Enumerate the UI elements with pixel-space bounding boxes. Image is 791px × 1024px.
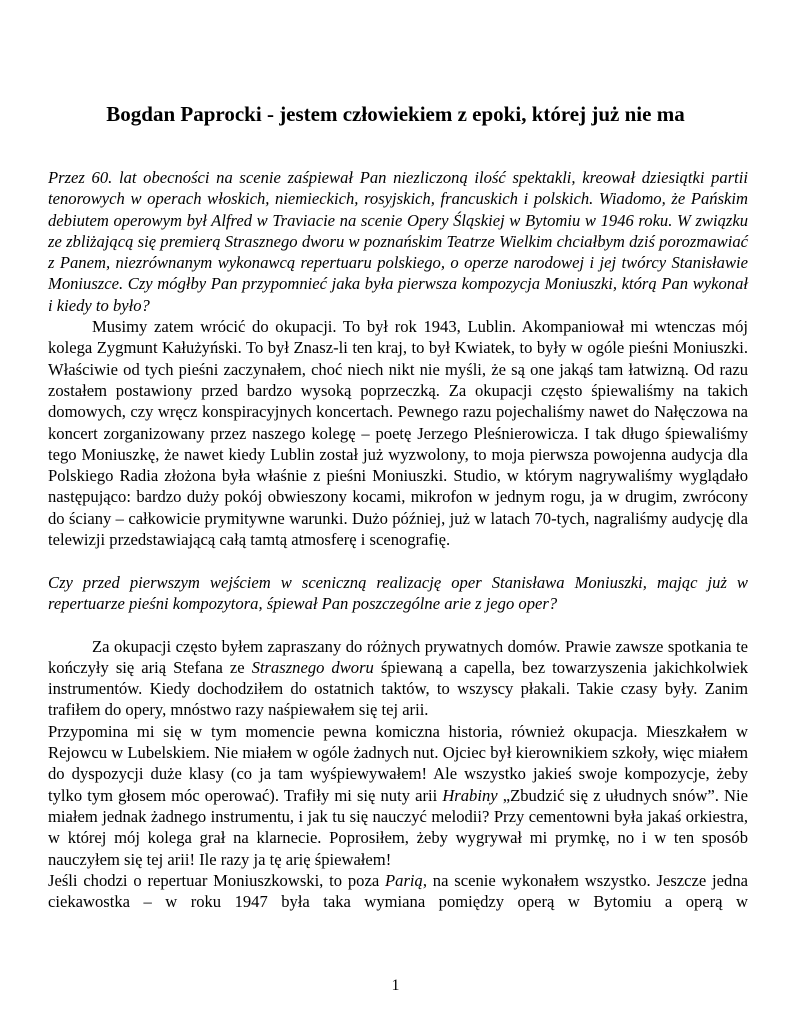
- answer-4-text-b: , na scenie wykonałem wszystko. Jeszcze jedna ciekawostka – w roku 1947 była taka wymiana pomiędzy operą w Bytomiu a operą w: [48, 870, 748, 912]
- interview-answer-1: Musimy zatem wrócić do okupacji. To był rok 1943, Lublin. Akompaniował mi wtenczas mój kolega Zygmunt Kałużyński. To był Znasz-li ten kraj, to był Kwiatek, to były w ogóle pieśni Moniuszki. Właściwie od tych pieśni zaczynałem, choć niech nikt nie myśli, że są one jakąś tam łatwizną. Od razu zostałem postawiony przed bardzo wysoką poprzeczką. Za okupacji często śpiewaliśmy na takich domowych, czy wręcz konspiracyjnych koncertach. Pewnego razu pojechaliśmy nawet do Nałęczowa na koncert zorganizowany przez naszego kolegę – poetę Jerzego Pleśnierowicza. I tak długo śpiewaliśmy tego Moniuszkę, że nawet kiedy Lublin został już wyzwolony, to moja pierwsza powojenna audycja dla Polskiego Radia złożona była właśnie z pieśni Moniuszki. Studio, w którym nagrywaliśmy wyglądało następująco: bardzo duży pokój obwieszony kocami, mikrofon w jednym rogu, ja w drugim, zwrócony do ściany – całkowicie prymitywne warunki. Dużo później, już w latach 70-tych, nagraliśmy audycję dla telewizji przedstawiającą całą tamtą atmosferę i scenografię.: [48, 317, 748, 550]
- answer-2-text-a: Za okupacji często byłem zapraszany do różnych prywatnych domów. Prawie zawsze spotkania te kończyły się arią Stefana ze: [48, 636, 748, 677]
- answer-2-text-b: śpiewaną a capella, bez towarzyszenia jakichkolwiek instrumentów. Kiedy dochodziłem do ostatnich taktów, to wszyscy płakali. Takie czasy były. Zanim trafiłem do opery, mnóstwo razy naśpiewałem się tej arii.: [48, 657, 748, 720]
- answer-3-text-b: „Zbudzić się z ułudnych snów”. Nie miałem jednak żadnego instrumentu, i jak tu się nauczyć melodii? Przy cementowni była jakaś orkiestra, w której mój kolega grał na klarnecie. Poprosiłem, żeby wygrywał mi prymkę, no i w ten sposób nauczyłem się tej arii! Ile razy ja tę arię śpiewałem!: [48, 785, 748, 869]
- page-number: 1: [391, 977, 400, 994]
- interview-question-1: Przez 60. lat obecności na scenie zaśpiewał Pan niezliczoną ilość spektakli, kreował dziesiątki partii tenorowych w operach włoskich, niemieckich, rosyjskich, francuskich i polskich. Wiadomo, że Pańskim debiutem operowym był Alfred w Traviacie na scenie Opery Śląskiej w Bytomiu w 1946 roku. W związku ze zbliżającą się premierą Strasznego dworu w poznańskim Teatrze Wielkim chciałbym dziś porozmawiać z Panem, niezrównanym wykonawcą repertuaru polskiego, o operze narodowej i jej twórcy Stanisławie Moniuszce. Czy mógłby Pan przypomnieć jaka była pierwsza kompozycja Moniuszki, którą Pan wykonał i kiedy to było?: [48, 168, 748, 315]
- answer-4-title-italic: Parią: [385, 870, 423, 890]
- answer-2-title-italic: Strasznego dworu: [251, 657, 374, 677]
- interview-answer-4: [48, 870, 748, 913]
- interview-answer-3: [48, 721, 748, 870]
- answer-4-text-a: Jeśli chodzi o repertuar Moniuszkowski, to poza: [48, 870, 386, 890]
- answer-3-text-a: Przypomina mi się w tym momencie pewna komiczna historia, również okupacja. Mieszkałem w Rejowcu w Lubelskiem. Nie miałem w ogóle żadnych nut. Ojciec był kierownikiem szkoły, więc miałem do dyspozycji duże klasy (co ja tam wyśpiewywałem! Ale wszystko jakieś swoje kompozycje, żeby tylko tym głosem móc operować). Trafiły mi się nuty arii: [48, 721, 748, 805]
- article-title: Bogdan Paprocki - jestem człowiekiem z epoki, której już nie ma: [106, 102, 685, 126]
- interview-question-2: Czy przed pierwszym wejściem w sceniczną realizację oper Stanisława Moniuszki, mając już w repertuarze pieśni kompozytora, śpiewał Pan poszczególne arie z jego oper?: [48, 572, 748, 613]
- article-body: [48, 167, 748, 912]
- answer-3-title-italic: Hrabiny: [442, 785, 498, 805]
- interview-answer-2: [48, 636, 748, 721]
